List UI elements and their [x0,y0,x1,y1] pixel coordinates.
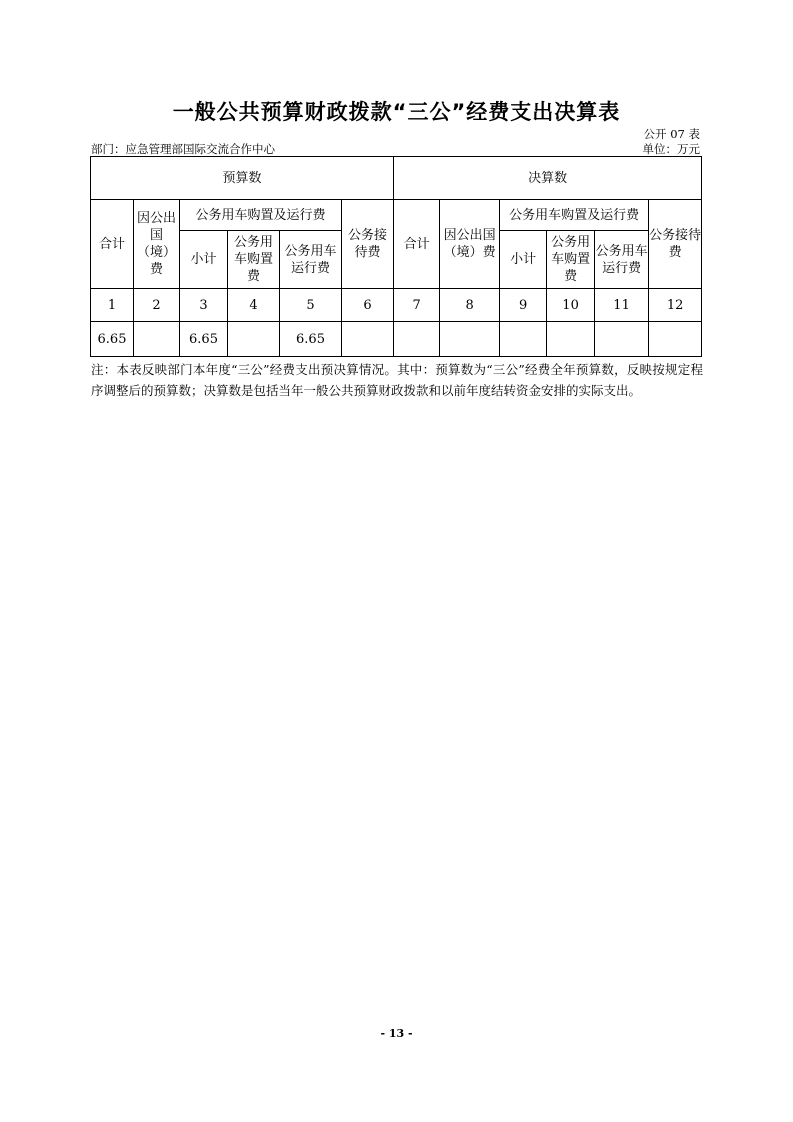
column-number: 10 [547,289,595,322]
budget-abroad-header: 因公出国（境）费 [134,200,180,289]
column-number: 6 [342,289,394,322]
column-number: 12 [649,289,702,322]
three-public-expense-table [90,156,702,357]
final-vehicle-operation-header: 公务用车运行费 [595,231,649,289]
value-cell [228,322,280,357]
value-cell [394,322,440,357]
column-number: 3 [180,289,228,322]
final-vehicle-group-header: 公务用车购置及运行费 [500,200,649,231]
value-cell [595,322,649,357]
value-cell [342,322,394,357]
column-number: 8 [440,289,500,322]
table-note: 注：本表反映部门本年度“三公”经费支出预决算情况。其中：预算数为“三公”经费全年预算数，反映按规定程序调整后的预算数；决算数是包括当年一般公共预算财政拨款和以前年度结转资金安排的实际支出。 [91,362,703,398]
column-number: 2 [134,289,180,322]
table-title: 一般公共预算财政拨款“三公”经费支出决算表 [172,100,621,124]
column-number: 1 [91,289,134,322]
page-number: - 13 - [380,1027,413,1040]
value-cell: 6.65 [280,322,342,357]
final-total-header: 合计 [394,200,440,289]
column-number: 5 [280,289,342,322]
form-number: 公开 07 表 [643,127,700,141]
budget-header: 预算数 [91,157,394,200]
budget-total-header: 合计 [91,200,134,289]
column-number: 7 [394,289,440,322]
value-cell [649,322,702,357]
column-number: 11 [595,289,649,322]
budget-reception-header: 公务接待费 [342,200,394,289]
unit-label: 单位：万元 [642,142,700,156]
budget-vehicle-purchase-header: 公务用车购置费 [228,231,280,289]
column-number: 4 [228,289,280,322]
value-cell [547,322,595,357]
final-subtotal-header: 小计 [500,231,547,289]
budget-vehicle-group-header: 公务用车购置及运行费 [180,200,342,231]
value-cell [440,322,500,357]
value-row [91,322,702,357]
final-header: 决算数 [394,157,702,200]
value-cell: 6.65 [180,322,228,357]
column-number: 9 [500,289,547,322]
value-cell [500,322,547,357]
final-abroad-header: 因公出国（境）费 [440,200,500,289]
department-label: 部门：应急管理部国际交流合作中心 [91,142,275,156]
value-cell: 6.65 [91,322,134,357]
final-vehicle-purchase-header: 公务用车购置费 [547,231,595,289]
column-number-row [91,289,702,322]
value-cell [134,322,180,357]
budget-vehicle-operation-header: 公务用车运行费 [280,231,342,289]
final-reception-header: 公务接待费 [649,200,702,289]
budget-subtotal-header: 小计 [180,231,228,289]
